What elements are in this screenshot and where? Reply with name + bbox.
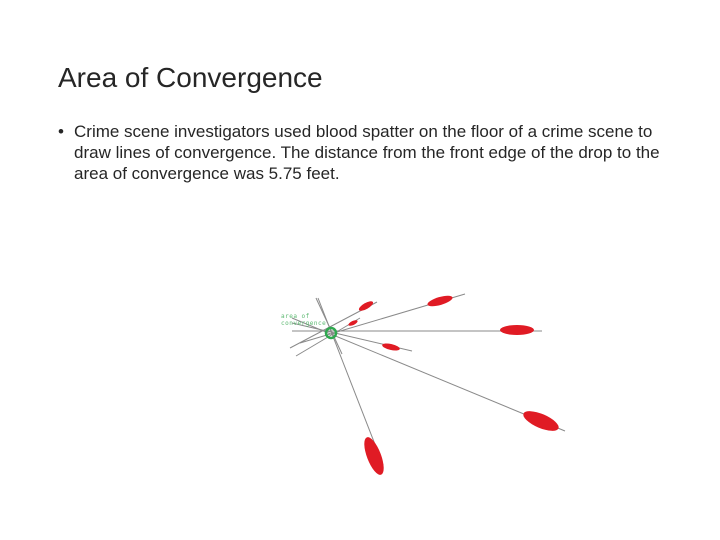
convergence-lines [290, 294, 565, 465]
convergence-label-line2: convergence [281, 320, 327, 327]
slide-title: Area of Convergence [58, 62, 323, 93]
convergence-label-line1: area of [281, 313, 310, 320]
bullet-text: Crime scene investigators used blood spatter on the floor of a crime scene to draw lines of convergence. The distance from the front edge of the drop to the area of convergence was 5.75 feet. [74, 122, 660, 183]
blood-drop [426, 294, 453, 309]
bullet-list [58, 121, 668, 184]
blood-drop [521, 407, 561, 435]
blood-drop [358, 299, 375, 312]
bullet-marker: • [58, 122, 64, 141]
bullet-item [58, 121, 668, 184]
blood-spatter-convergence-diagram [275, 290, 575, 485]
blood-drop [500, 325, 534, 335]
blood-drop [382, 342, 401, 352]
